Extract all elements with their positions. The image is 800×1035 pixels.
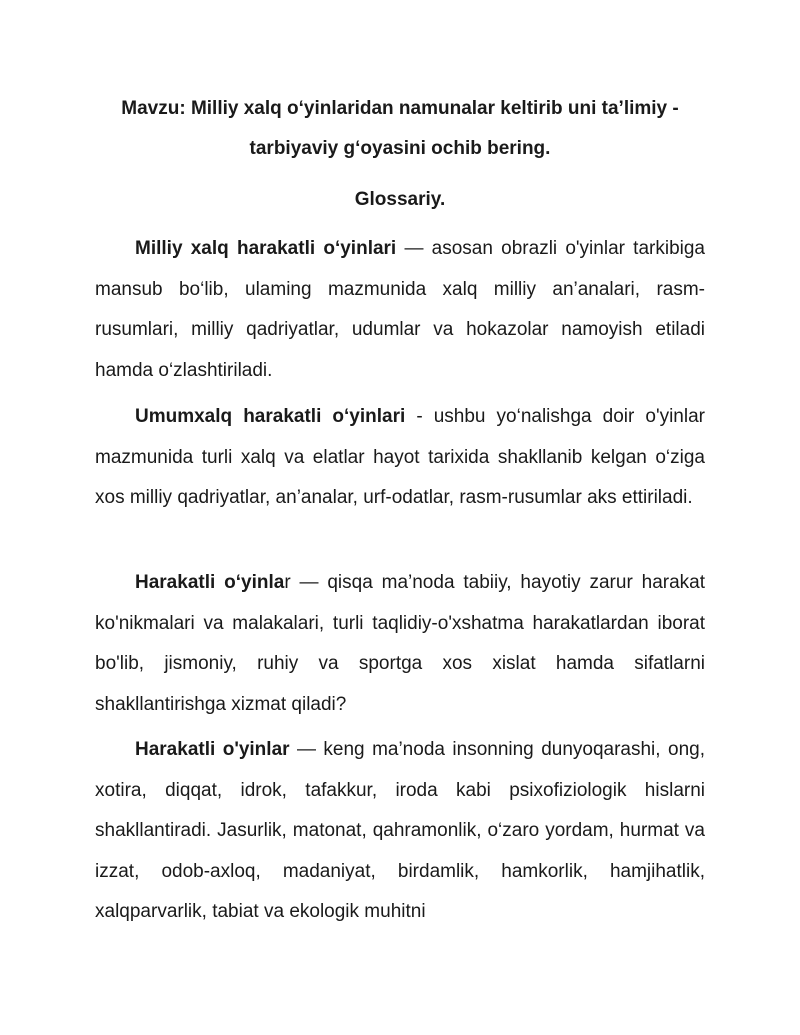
glossary-paragraph [95, 563, 705, 725]
document-title-line-1: Mavzu: Milliy xalq o‘yinlaridan namunalar keltirib uni ta’limiy - [121, 98, 679, 119]
glossary-definition: — keng ma’noda insonning dunyoqarashi, ong, xotira, diqqat, idrok, tafakkur, iroda kabi psixofiziologik hislarni shakllantiradi. Jasurlik, matonat, qahramonlik, o‘zaro yordam, hurmat va izzat, odob-axloq, madaniyat, birdamlik, hamkorlik, hamjihatlik, xalqparvarlik, tabiat va ekologik muhitni [95, 739, 705, 922]
glossary-term: Umumxalq harakatli o‘yinlari [135, 406, 406, 427]
glossary-definition: - ushbu yo‘nalishga doir o'yinlar mazmunida turli xalq va elatlar hayot tarixida shakllanib kelgan o‘ziga xos milliy qadriyatlar, an’analar, urf-odatlar, rasm-rusumlar aks ettiriladi. [95, 406, 705, 508]
document-title-line-2: tarbiyaviy g‘oyasini ochib bering. [249, 138, 551, 159]
glossary-paragraph [95, 397, 705, 519]
glossary-paragraph [95, 229, 705, 391]
glossary-term: Harakatli o‘yinla [135, 572, 285, 593]
glossary-term-tail: r [284, 572, 291, 593]
glossary-definition: — qisqa ma’noda tabiiy, hayotiy zarur harakat ko'nikmalari va malakalari, turli taqlidiy-o'xshatma harakatlardan iborat bo'lib, jismoniy, ruhiy va sportga xos xislat hamda sifatlarni shakllantirishga xizmat qiladi? [95, 572, 706, 715]
glossary-paragraph [95, 730, 705, 933]
glossary-term: Milliy xalq harakatli o‘yinlari [135, 238, 397, 259]
glossary-heading: Glossariy. [354, 189, 446, 210]
glossary-definition: — asosan obrazli o'yinlar tarkibiga mansub bo‘lib, ulaming mazmunida xalq milliy an’analari, rasm-rusumlari, milliy qadriyatlar, udumlar va hokazolar namoyish etiladi hamda o‘zlashtiriladi. [95, 238, 706, 381]
glossary-term: Harakatli o'yinlar [135, 739, 290, 760]
